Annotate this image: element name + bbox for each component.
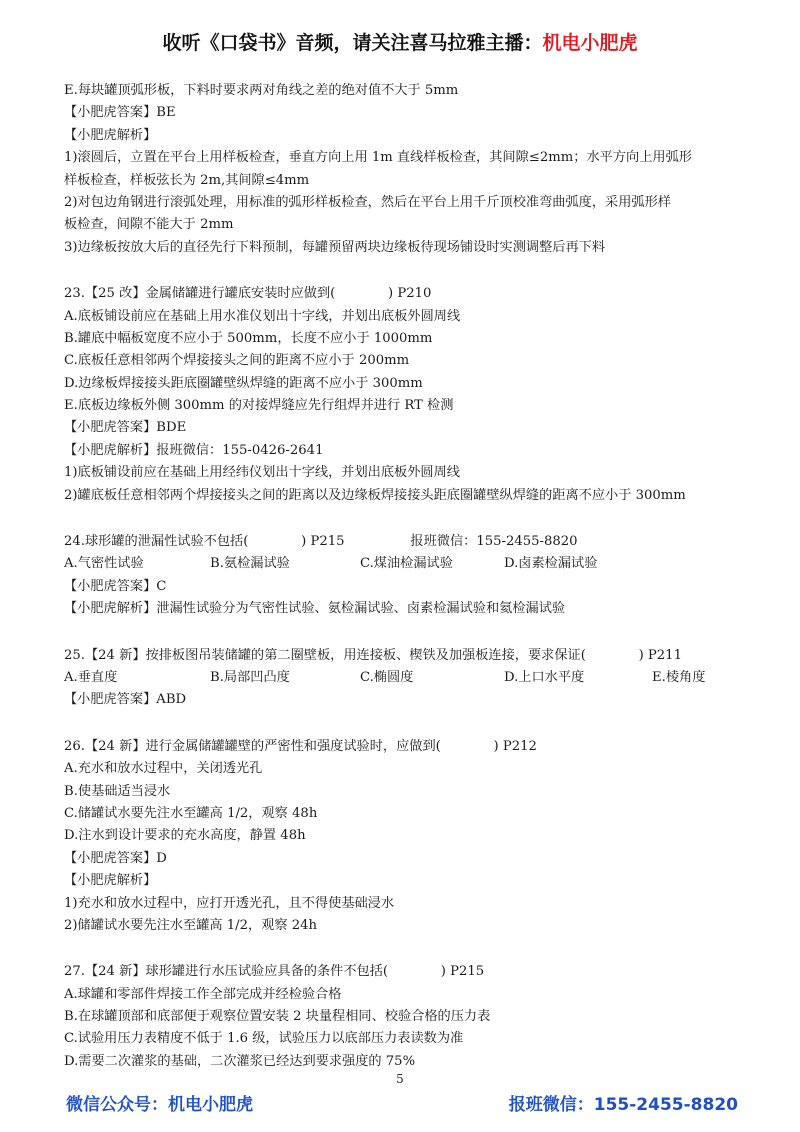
options-row xyxy=(64,667,754,689)
answer-line: 【小肥虎答案】D xyxy=(64,850,167,866)
option: A.垂直度 xyxy=(64,669,118,685)
explanation-heading: 【小肥虎解析】 xyxy=(64,127,157,143)
option-line: A.球罐和零部件焊接工作全部完成并经检验合格 xyxy=(64,986,342,1002)
option-line: D.注水到设计要求的充水高度，静置 48h xyxy=(64,828,306,844)
page-header xyxy=(0,28,800,55)
option-line: A.充水和放水过程中，关闭透光孔 xyxy=(64,761,263,777)
option: C.椭圆度 xyxy=(360,669,414,685)
option: B.氨检漏试验 xyxy=(210,556,290,572)
option: A.气密性试验 xyxy=(64,556,144,572)
explanation-heading: 【小肥虎解析】报班微信：155-0426-2641 xyxy=(64,442,324,458)
explanation-line: 2)储罐试水要先注水至罐高 1/2，观察 24h xyxy=(64,917,318,933)
option-line: E.底板边缘板外侧 300mm 的对接焊缝应先行组焊并进行 RT 检测 xyxy=(64,398,454,414)
explanation-heading: 【小肥虎解析】 xyxy=(64,873,157,889)
option: B.局部凹凸度 xyxy=(210,669,290,685)
option-line: C.储罐试水要先注水至罐高 1/2，观察 48h xyxy=(64,805,318,821)
explanation-line: 样板检查，样板弦长为 2m,其间隙≤4mm xyxy=(64,172,310,188)
option-line: B.使基础适当浸水 xyxy=(64,783,171,799)
question-26: 26.【24 新】进行金属储罐罐壁的严密性和强度试验时，应做到( ) P212 xyxy=(64,738,537,754)
explanation-line: 1)底板铺设前应在基础上用经纬仪划出十字线，并划出底板外圆周线 xyxy=(64,465,460,481)
explanation-line: 1)滚圆后，立置在平台上用样板检查，垂直方向上用 1m 直线样板检查，其间隙≤2mm；水平方向上用弧形 xyxy=(64,150,692,166)
option-line: B.罐底中幅板宽度不应小于 500mm，长度不应小于 1000mm xyxy=(64,330,433,346)
explanation-line: 2)罐底板任意相邻两个焊接接头之间的距离以及边缘板焊接接头距底圈罐壁纵焊缝的距离不应小于 300mm xyxy=(64,487,686,503)
page-number: 5 xyxy=(396,1072,404,1086)
question-24: 24.球形罐的泄漏性试验不包括( ) P215 报班微信：155-2455-8820 xyxy=(64,534,578,550)
explanation-line: 板检查，间隙不能大于 2mm xyxy=(64,217,234,233)
answer-line: 【小肥虎答案】C xyxy=(64,578,167,594)
option: D.卤素检漏试验 xyxy=(504,556,598,572)
options-row xyxy=(64,553,754,575)
option-line: D.需要二次灌浆的基础，二次灌浆已经达到要求强度的 75% xyxy=(64,1053,416,1069)
option-line: C.试验用压力表精度不低于 1.6 级，试验压力以底部压力表读数为准 xyxy=(64,1031,464,1047)
explanation-line: 3)边缘板按放大后的直径先行下料预制，每罐预留两块边缘板待现场铺设时实测调整后再下料 xyxy=(64,239,606,255)
question-25: 25.【24 新】按排板图吊装储罐的第二圈壁板，用连接板、楔铁及加强板连接，要求保证( ) P211 xyxy=(64,647,682,663)
option: E.棱角度 xyxy=(652,669,706,685)
footer-enroll-wechat: 报班微信：155-2455-8820 xyxy=(508,1095,738,1115)
option-line: E.每块罐顶弧形板，下料时要求两对角线之差的绝对值不大于 5mm xyxy=(64,83,459,98)
answer-line: 【小肥虎答案】BE xyxy=(64,105,176,121)
question-27: 27.【24 新】球形罐进行水压试验应具备的条件不包括( ) P215 xyxy=(64,964,485,980)
document-body xyxy=(64,80,754,1073)
explanation-heading: 【小肥虎解析】泄漏性试验分为气密性试验、氨检漏试验、卤素检漏试验和氦检漏试验 xyxy=(64,601,566,617)
option: C.煤油检漏试验 xyxy=(360,556,453,572)
option: D.上口水平度 xyxy=(504,669,585,685)
header-anchor-name: 机电小肥虎 xyxy=(542,32,638,54)
header-prefix: 收听《口袋书》音频，请关注喜马拉雅主播： xyxy=(162,32,543,54)
question-23: 23.【25 改】金属储罐进行罐底安装时应做到( ) P210 xyxy=(64,286,432,302)
option-line: B.在球罐顶部和底部便于观察位置安装 2 块量程相同、校验合格的压力表 xyxy=(64,1009,491,1025)
explanation-line: 2)对包边角钢进行滚弧处理，用标准的弧形样板检查，然后在平台上用千斤顶校准弯曲弧度，采用弧形样 xyxy=(64,194,671,210)
option-line: C.底板任意相邻两个焊接接头之间的距离不应小于 200mm xyxy=(64,353,410,369)
footer-wechat-account: 微信公众号：机电小肥虎 xyxy=(66,1095,253,1115)
answer-line: 【小肥虎答案】ABD xyxy=(64,692,187,708)
option-line: A.底板铺设前应在基础上用水准仪划出十字线，并划出底板外圆周线 xyxy=(64,308,461,324)
explanation-line: 1)充水和放水过程中，应打开透光孔，且不得使基础浸水 xyxy=(64,895,395,911)
answer-line: 【小肥虎答案】BDE xyxy=(64,420,187,436)
option-line: D.边缘板焊接接头距底圈罐壁纵焊缝的距离不应小于 300mm xyxy=(64,375,423,391)
